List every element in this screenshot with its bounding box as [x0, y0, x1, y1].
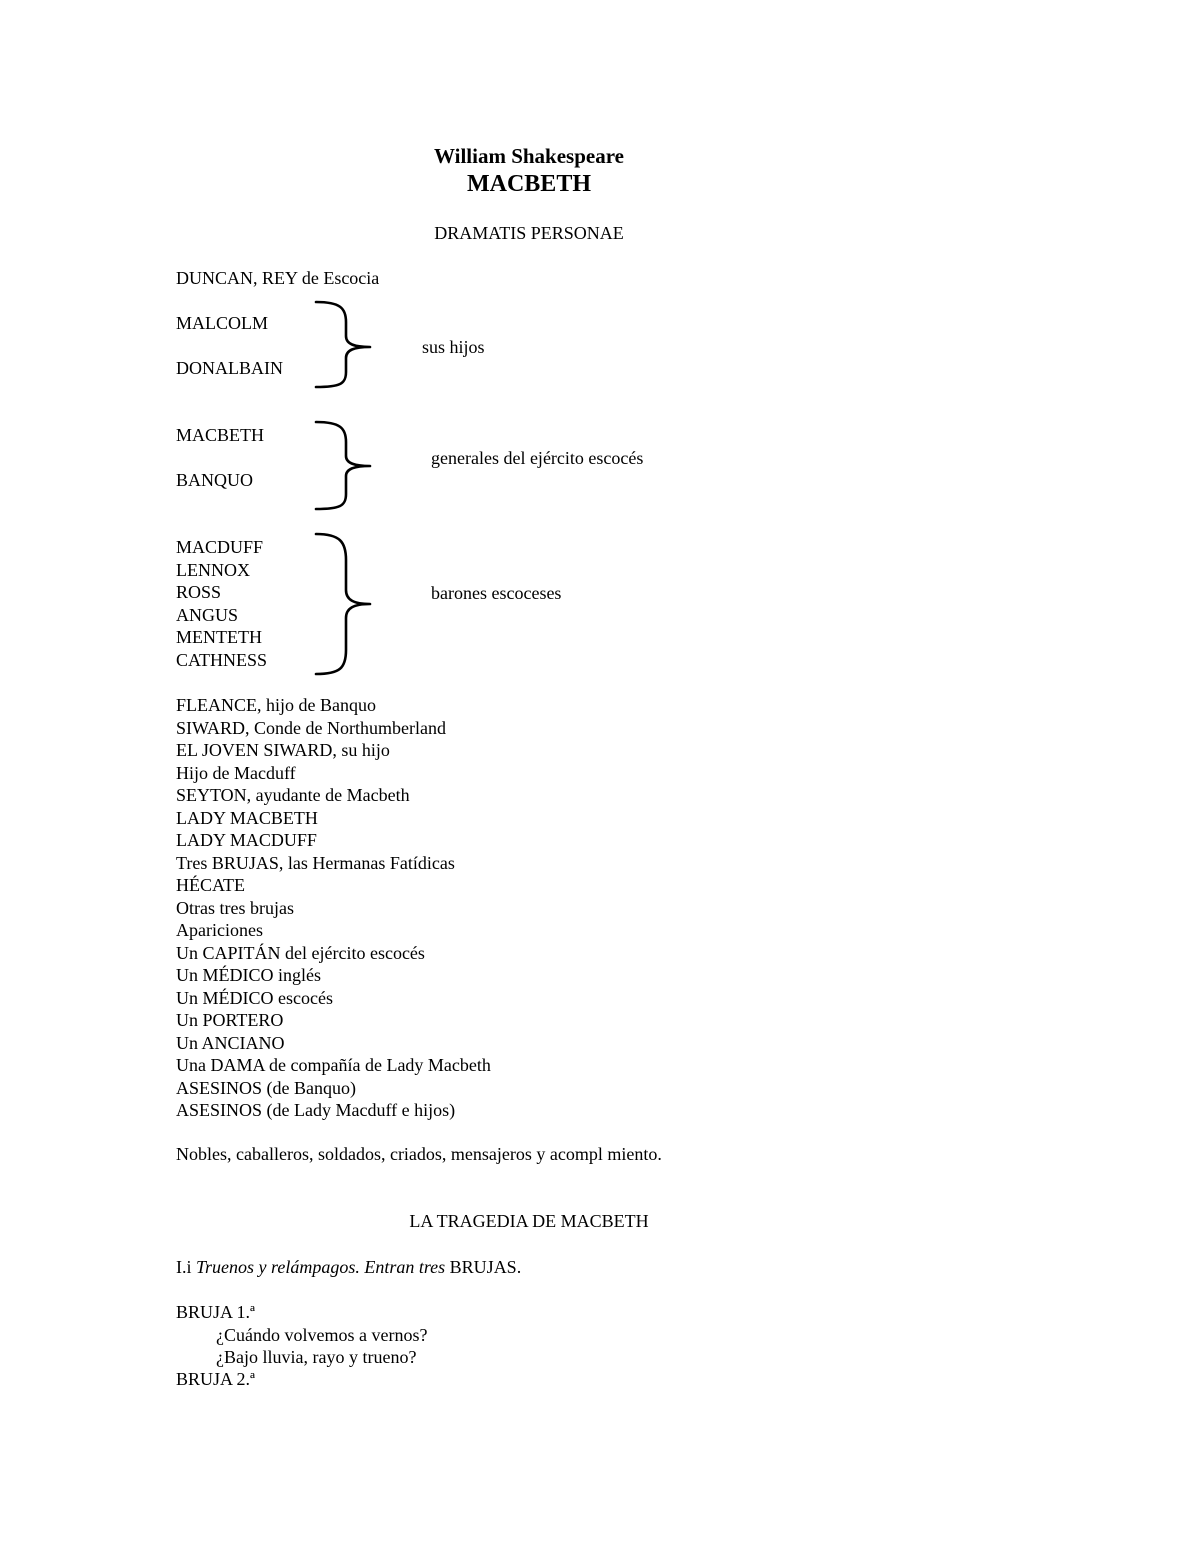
character-banquo: BANQUO	[176, 470, 254, 490]
group-label-sons: sus hijos	[422, 337, 485, 357]
stage-direction-characters: BRUJAS.	[449, 1257, 522, 1277]
verse-line-1: ¿Cuándo volvemos a vernos?	[216, 1325, 428, 1345]
stage-direction: Truenos y relámpagos. Entran tres	[196, 1257, 446, 1277]
author-name: William Shakespeare	[434, 144, 624, 168]
play-title: MACBETH	[466, 171, 591, 197]
list-item: LADY MACBETH	[176, 807, 318, 828]
group-label-generals: generales del ejército escocés	[431, 448, 644, 468]
list-item: Apariciones	[176, 920, 263, 940]
list-item: Tres BRUJAS, las Hermanas Fatídicas	[176, 852, 455, 873]
speaker-witch-2: BRUJA 2.ª	[176, 1369, 255, 1389]
other-characters-list	[176, 694, 491, 1122]
scene-line	[176, 1256, 521, 1279]
tragedy-heading: LA TRAGEDIA DE MACBETH	[409, 1211, 649, 1231]
list-item: Un MÉDICO inglés	[176, 965, 321, 985]
list-item: ASESINOS (de Lady Macduff e hijos)	[176, 1100, 456, 1120]
list-item: FLEANCE, hijo de Banquo	[176, 695, 376, 715]
list-item: SEYTON, ayudante de Macbeth	[176, 785, 410, 805]
brace-generals	[310, 418, 380, 512]
list-item: Un MÉDICO escocés	[176, 987, 333, 1008]
list-item: HÉCATE	[176, 875, 245, 895]
list-item: EL JOVEN SIWARD, su hijo	[176, 740, 390, 760]
character-angus: ANGUS	[176, 604, 239, 625]
list-item: SIWARD, Conde de Northumberland	[176, 717, 446, 738]
extras-line: Nobles, caballeros, soldados, criados, mensajeros y acompl miento.	[176, 1144, 662, 1164]
list-item: Un ANCIANO	[176, 1032, 285, 1053]
character-duncan: DUNCAN, REY de Escocia	[176, 268, 380, 288]
character-menteth: MENTETH	[176, 627, 262, 647]
scene-number: I.i	[176, 1257, 192, 1277]
list-item: Otras tres brujas	[176, 897, 294, 918]
speaker-witch-1: BRUJA 1.ª	[176, 1302, 255, 1322]
character-donalbain: DONALBAIN	[176, 358, 283, 378]
character-lennox: LENNOX	[176, 559, 250, 580]
list-item: ASESINOS (de Banquo)	[176, 1077, 356, 1098]
character-ross: ROSS	[176, 582, 222, 602]
list-item: Hijo de Macduff	[176, 762, 296, 783]
brace-sons	[310, 298, 380, 390]
list-item: Un PORTERO	[176, 1010, 284, 1030]
list-item: Un CAPITÁN del ejército escocés	[176, 942, 425, 963]
list-item: Una DAMA de compañía de Lady Macbeth	[176, 1055, 491, 1075]
character-macbeth: MACBETH	[176, 425, 265, 445]
barons-list	[176, 536, 267, 671]
character-macduff: MACDUFF	[176, 537, 264, 557]
brace-barons	[310, 530, 380, 678]
character-malcolm: MALCOLM	[176, 313, 269, 333]
group-label-barons: barones escoceses	[431, 583, 562, 603]
dramatis-personae-heading: DRAMATIS PERSONAE	[434, 223, 624, 243]
character-cathness: CATHNESS	[176, 649, 268, 670]
list-item: LADY MACDUFF	[176, 830, 317, 850]
verse-line-2: ¿Bajo lluvia, rayo y trueno?	[216, 1347, 417, 1367]
